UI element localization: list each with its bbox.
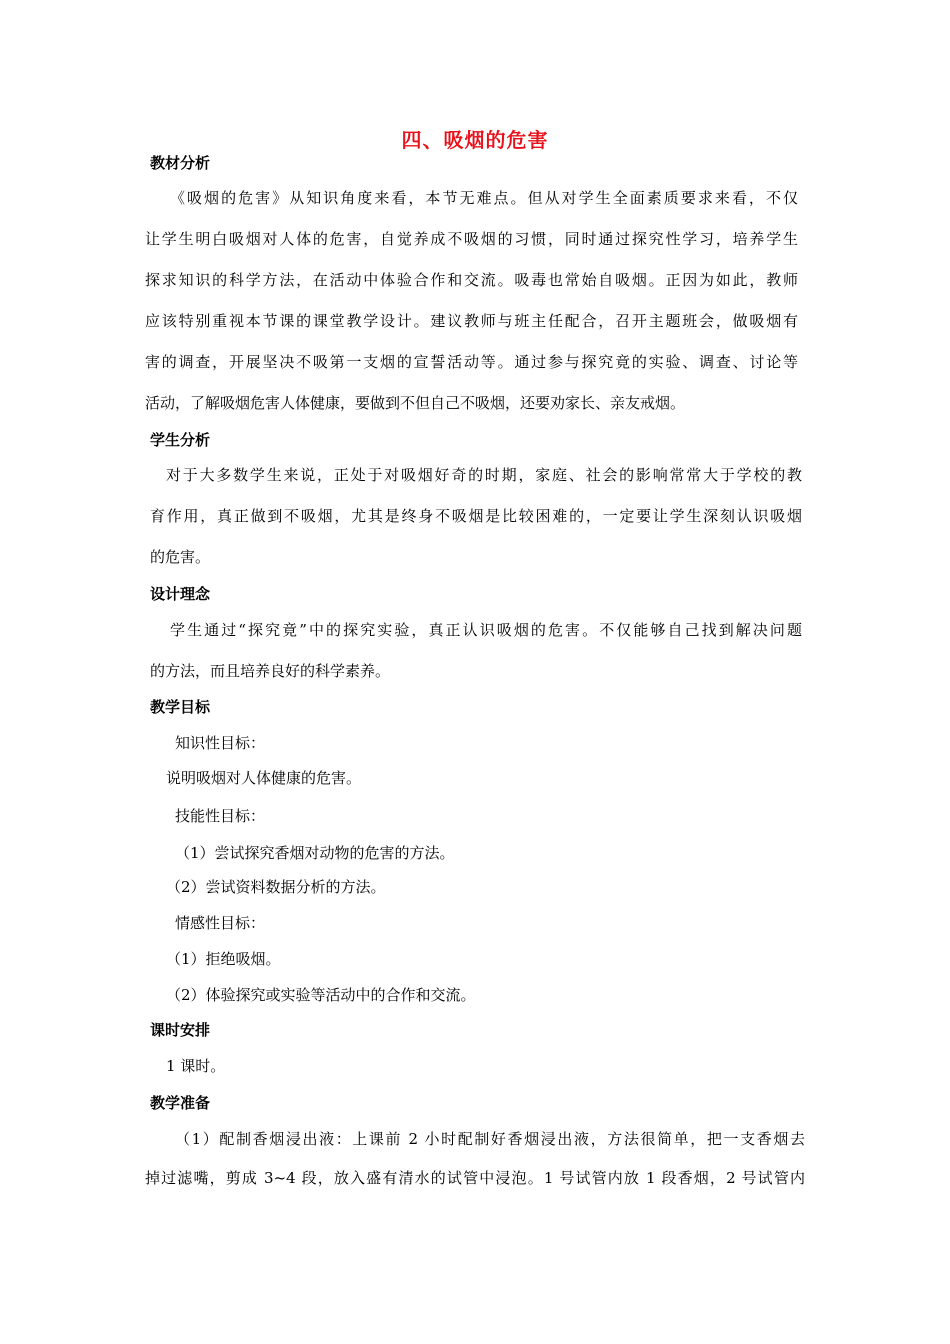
paragraph-line: 让学生明白吸烟对人体的危害，自觉养成不吸烟的习惯，同时通过探究性学习，培养学生 [145,230,798,248]
paragraph-line: 育作用，真正做到不吸烟，尤其是终身不吸烟是比较困难的，一定要让学生深刻认识吸烟 [150,507,802,525]
paragraph-line: 学生通过“探究竟”中的探究实验，真正认识吸烟的危害。不仅能够自己找到解决问题 [170,621,802,639]
paragraph-line: 《吸烟的危害》从知识角度来看，本节无难点。但从对学生全面素质要求来看，不仅 [170,189,798,207]
section-heading-student-analysis: 学生分析 [150,431,211,449]
section-heading-preparation: 教学准备 [150,1094,211,1112]
goal-item: （1）尝试探究香烟对动物的危害的方法。 [175,844,455,862]
paragraph-line: 掉过滤嘴，剪成 3~4 段，放入盛有清水的试管中浸泡。1 号试管内放 1 段香烟，2 号试管内 [145,1169,805,1187]
goal-subheading: 知识性目标： [175,734,266,752]
goal-item: （1）拒绝吸烟。 [166,950,281,968]
paragraph-line: 1 课时。 [166,1057,226,1075]
goal-subheading: 技能性目标： [175,807,266,825]
paragraph-line: 活动，了解吸烟危害人体健康，要做到不但自己不吸烟，还要劝家长、亲友戒烟。 [145,394,686,412]
section-heading-design-concept: 设计理念 [150,585,211,603]
goal-item: （2）体验探究或实验等活动中的合作和交流。 [166,986,476,1004]
paragraph-line: 的危害。 [150,548,211,566]
paragraph-line: 害的调查，开展坚决不吸第一支烟的宣誓活动等。通过参与探究竟的实验、调查、讨论等 [145,353,798,371]
paragraph-line: 对于大多数学生来说，正处于对吸烟好奇的时期，家庭、社会的影响常常大于学校的教 [166,466,802,484]
goal-item: 说明吸烟对人体健康的危害。 [166,769,362,787]
paragraph-line: （1）配制香烟浸出液：上课前 2 小时配制好香烟浸出液，方法很简单，把一支香烟去 [175,1130,805,1148]
section-heading-teaching-goals: 教学目标 [150,698,211,716]
goal-subheading: 情感性目标： [175,914,266,932]
paragraph-line: 应该特别重视本节课的课堂教学设计。建议教师与班主任配合，召开主题班会，做吸烟有 [145,312,798,330]
paragraph-line: 探求知识的科学方法，在活动中体验合作和交流。吸毒也常始自吸烟。正因为如此，教师 [145,271,798,289]
paragraph-line: 的方法，而且培养良好的科学素养。 [150,662,391,680]
goal-item: （2）尝试资料数据分析的方法。 [166,878,386,896]
section-heading-schedule: 课时安排 [150,1021,211,1039]
document-title: 四、吸烟的危害 [401,128,549,152]
section-heading-textbook-analysis: 教材分析 [150,154,211,172]
